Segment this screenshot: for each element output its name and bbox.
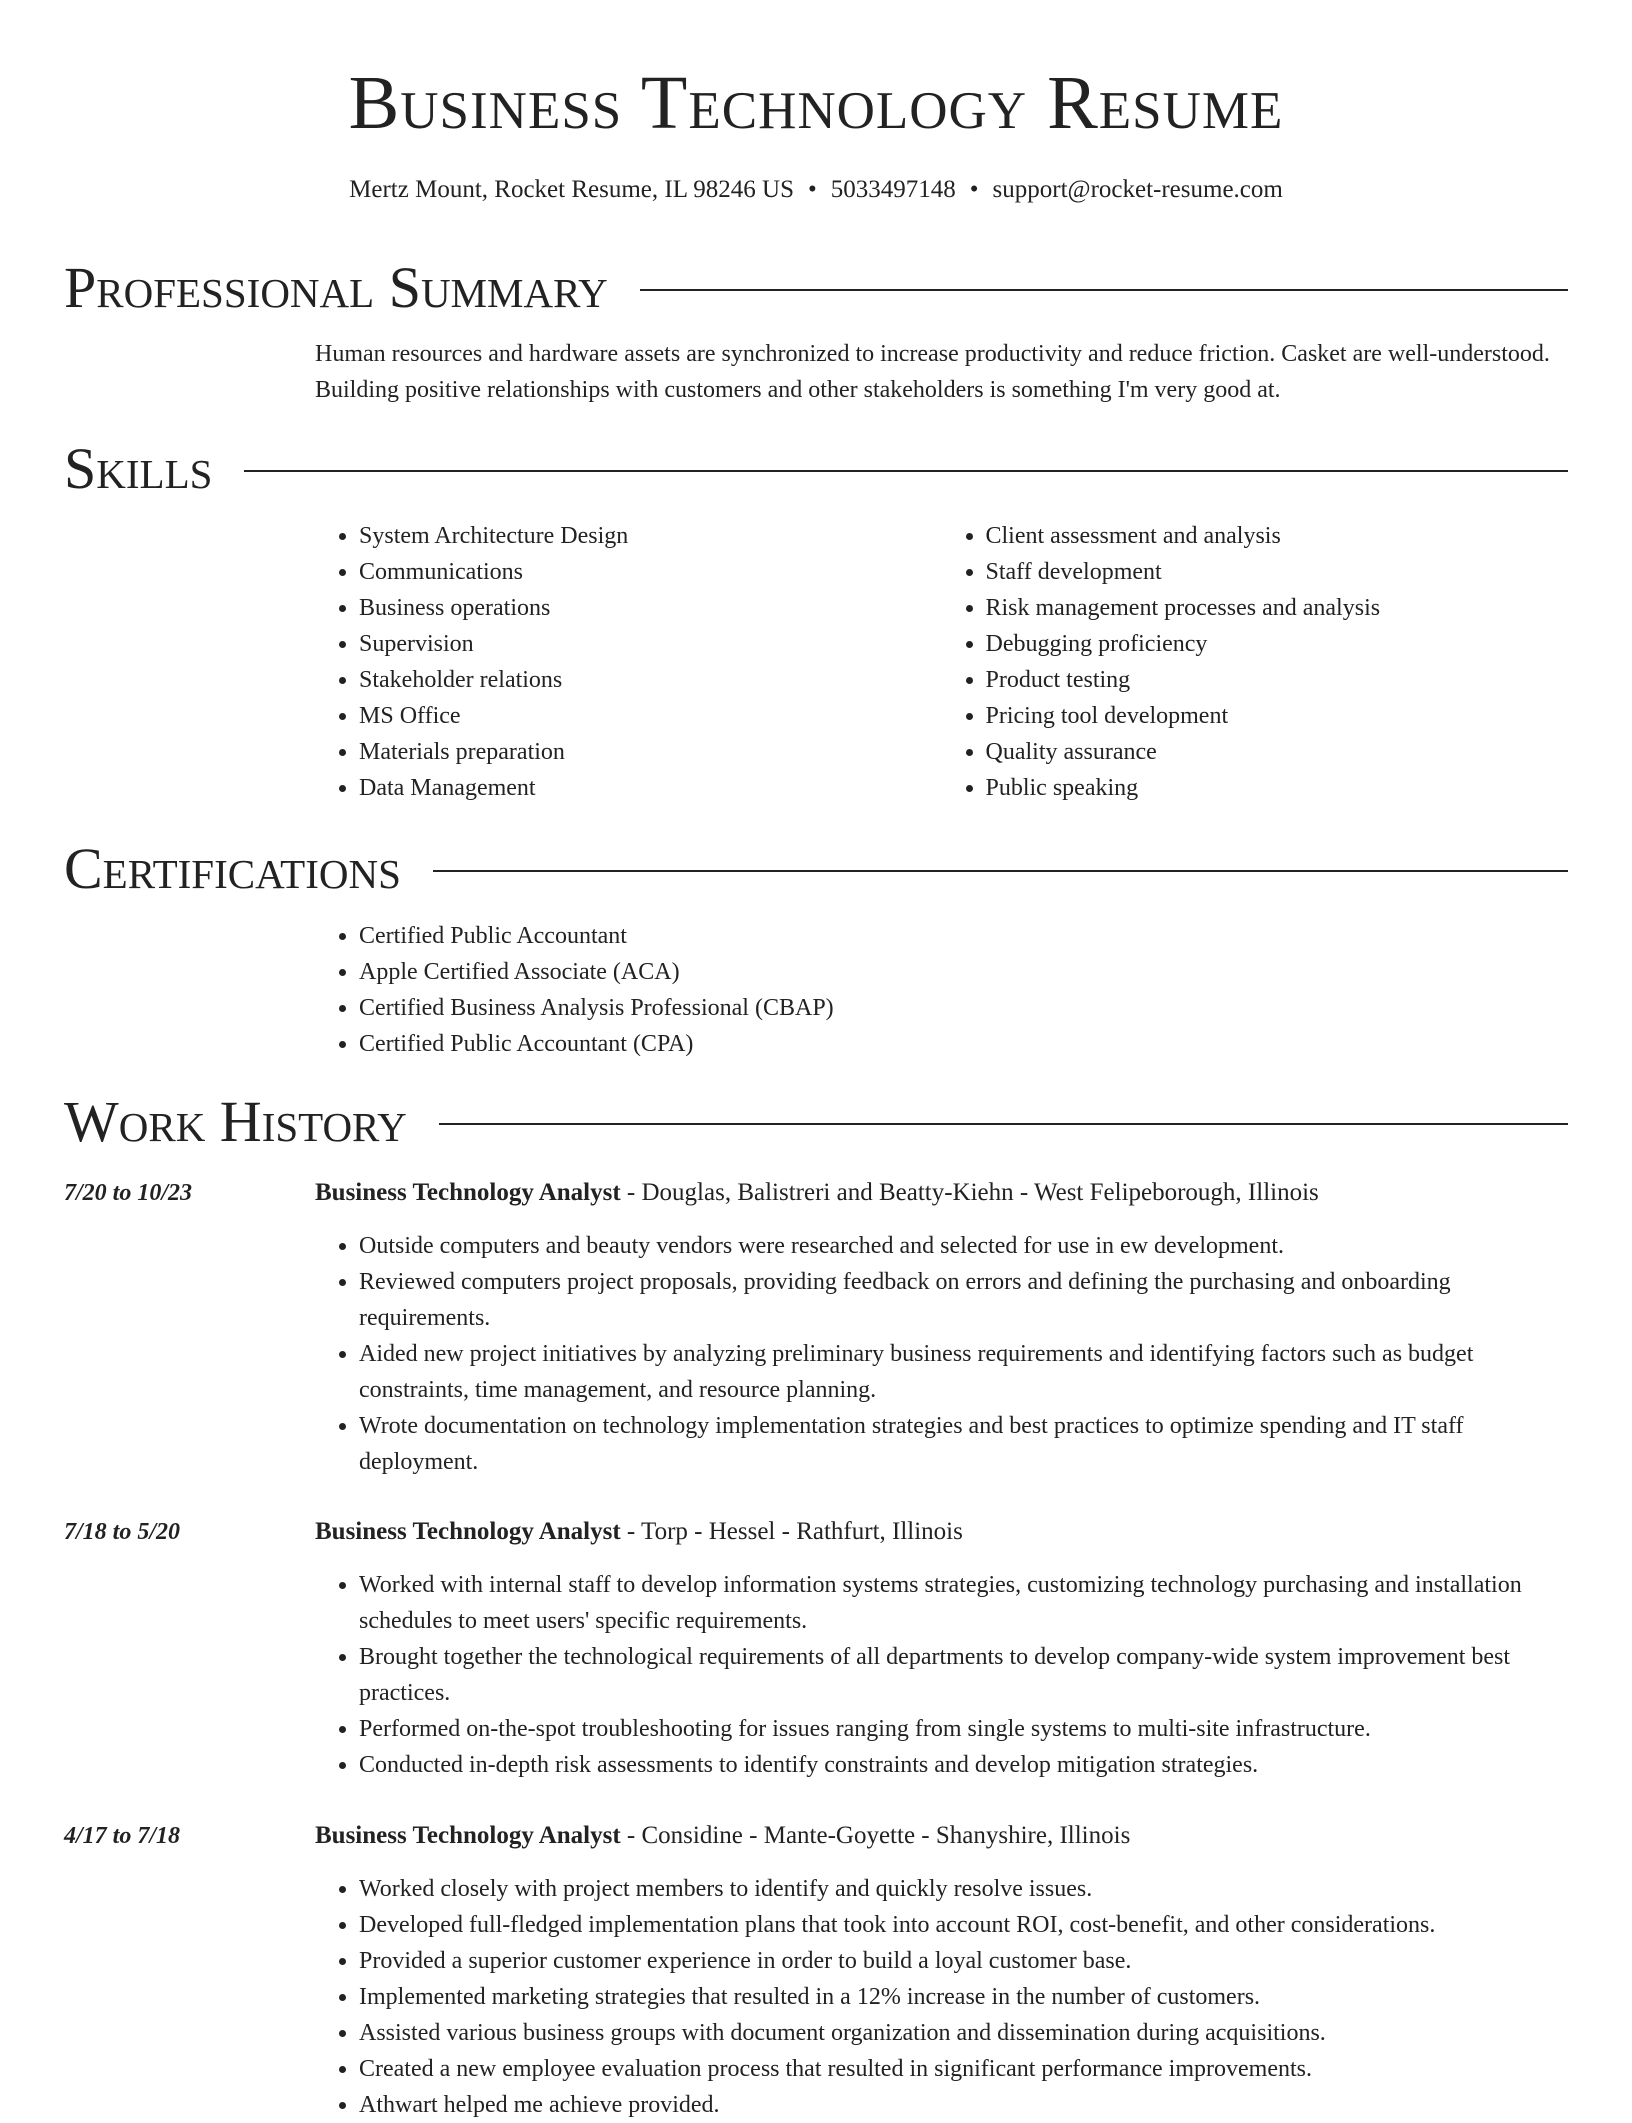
- job-bullet: • Athwart helped me achieve provided.: [359, 2087, 1568, 2123]
- job-entry: [64, 1818, 1568, 2123]
- job-dates: 4/17 to 7/18: [64, 1823, 181, 1849]
- skill-item: • Materials preparation: [359, 734, 942, 770]
- job-company-location: - Douglas, Balistreri and Beatty-Kiehn - West Felipeborough, Illinois: [620, 1179, 1319, 1206]
- certification-item: • Apple Certified Associate (ACA): [359, 954, 1568, 990]
- skill-item: • Public speaking: [986, 770, 1569, 806]
- certifications-section-header: [64, 837, 1568, 901]
- job-header: [315, 1175, 1568, 1211]
- job-bullet: • Implemented marketing strategies that resulted in a 12% increase in the number of customers.: [359, 1979, 1568, 2015]
- certification-item: • Certified Public Accountant: [359, 918, 1568, 954]
- job-dates: 7/18 to 5/20: [64, 1519, 181, 1545]
- summary-heading: Professional Summary: [64, 255, 608, 320]
- section-divider: [640, 289, 1568, 291]
- job-bullet: • Aided new project initiatives by analyzing preliminary business requirements and identifying factors such as budget constraints, time management, and resource planning.: [359, 1336, 1568, 1408]
- skill-item: • Communications: [359, 554, 942, 590]
- skill-item: • System Architecture Design: [359, 518, 942, 554]
- job-title: Business Technology Analyst: [315, 1822, 621, 1849]
- skill-item: • Pricing tool development: [986, 698, 1569, 734]
- job-entry: [64, 1514, 1568, 1783]
- work-history-section-header: [64, 1090, 1568, 1154]
- job-title: Business Technology Analyst: [315, 1518, 621, 1545]
- skills-column-right: [942, 518, 1569, 806]
- skill-item: • MS Office: [359, 698, 942, 734]
- skills-column-left: [315, 518, 942, 806]
- summary-section-header: [64, 256, 1568, 320]
- skills-heading: Skills: [64, 436, 213, 501]
- job-bullet: • Wrote documentation on technology implementation strategies and best practices to optimize spending and IT staff deployment.: [359, 1408, 1568, 1480]
- work-history-heading: Work History: [64, 1089, 407, 1154]
- skills-list: [315, 518, 1568, 806]
- job-bullet: • Worked with internal staff to develop information systems strategies, customizing technology purchasing and installation schedules to meet users' specific requirements.: [359, 1567, 1568, 1639]
- job-dates: 7/20 to 10/23: [64, 1180, 193, 1206]
- job-bullet: • Reviewed computers project proposals, providing feedback on errors and defining the purchasing and onboarding requirements.: [359, 1264, 1568, 1336]
- job-bullet: • Conducted in-depth risk assessments to identify constraints and develop mitigation strategies.: [359, 1747, 1568, 1783]
- job-bullet: • Created a new employee evaluation process that resulted in significant performance improvements.: [359, 2051, 1568, 2087]
- contact-email: support@rocket-resume.com: [992, 176, 1283, 203]
- skill-item: • Product testing: [986, 662, 1569, 698]
- certifications-list: [315, 918, 1568, 1062]
- skill-item: • Supervision: [359, 626, 942, 662]
- contact-address: Mertz Mount, Rocket Resume, IL 98246 US: [349, 176, 795, 203]
- section-divider: [439, 1123, 1568, 1125]
- job-bullets: [315, 1871, 1568, 2123]
- job-bullets: [315, 1228, 1568, 1480]
- skill-item: • Risk management processes and analysis: [986, 590, 1569, 626]
- skill-item: • Quality assurance: [986, 734, 1569, 770]
- section-divider: [244, 470, 1568, 472]
- job-entry: [64, 1175, 1568, 1480]
- certification-item: • Certified Business Analysis Professional (CBAP): [359, 990, 1568, 1026]
- job-bullet: • Provided a superior customer experience in order to build a loyal customer base.: [359, 1943, 1568, 1979]
- job-bullet: • Worked closely with project members to identify and quickly resolve issues.: [359, 1871, 1568, 1907]
- skill-item: • Stakeholder relations: [359, 662, 942, 698]
- job-bullet: • Outside computers and beauty vendors were researched and selected for use in ew development.: [359, 1228, 1568, 1264]
- skill-item: • Client assessment and analysis: [986, 518, 1569, 554]
- contact-separator: •: [969, 176, 979, 203]
- job-bullet: • Brought together the technological requirements of all departments to develop company-wide system improvement best practices.: [359, 1639, 1568, 1711]
- job-header: [315, 1514, 1568, 1550]
- skill-item: • Staff development: [986, 554, 1569, 590]
- contact-line: [0, 172, 1632, 208]
- certifications-heading: Certifications: [64, 836, 401, 901]
- job-bullet: • Performed on-the-spot troubleshooting for issues ranging from single systems to multi-site infrastructure.: [359, 1711, 1568, 1747]
- job-bullets: [315, 1567, 1568, 1783]
- skill-item: • Debugging proficiency: [986, 626, 1569, 662]
- section-divider: [433, 870, 1568, 872]
- resume-title: Business Technology Resume: [348, 61, 1284, 145]
- skills-section-header: [64, 437, 1568, 501]
- job-bullet: • Assisted various business groups with document organization and dissemination during acquisitions.: [359, 2015, 1568, 2051]
- certification-item: • Certified Public Accountant (CPA): [359, 1026, 1568, 1062]
- job-company-location: - Considine - Mante-Goyette - Shanyshire, Illinois: [620, 1822, 1131, 1849]
- contact-phone: 5033497148: [830, 176, 956, 203]
- job-header: [315, 1818, 1568, 1854]
- job-company-location: - Torp - Hessel - Rathfurt, Illinois: [620, 1518, 963, 1545]
- contact-separator: •: [808, 176, 817, 203]
- skill-item: • Business operations: [359, 590, 942, 626]
- skill-item: • Data Management: [359, 770, 942, 806]
- job-bullet: • Developed full-fledged implementation plans that took into account ROI, cost-benefit, and other considerations.: [359, 1907, 1568, 1943]
- summary-text: Human resources and hardware assets are synchronized to increase productivity and reduce friction. Casket are well-understood. Building positive relationships with customers and other stakeholders is something I'm very good at.: [315, 341, 1550, 403]
- job-title: Business Technology Analyst: [315, 1179, 621, 1206]
